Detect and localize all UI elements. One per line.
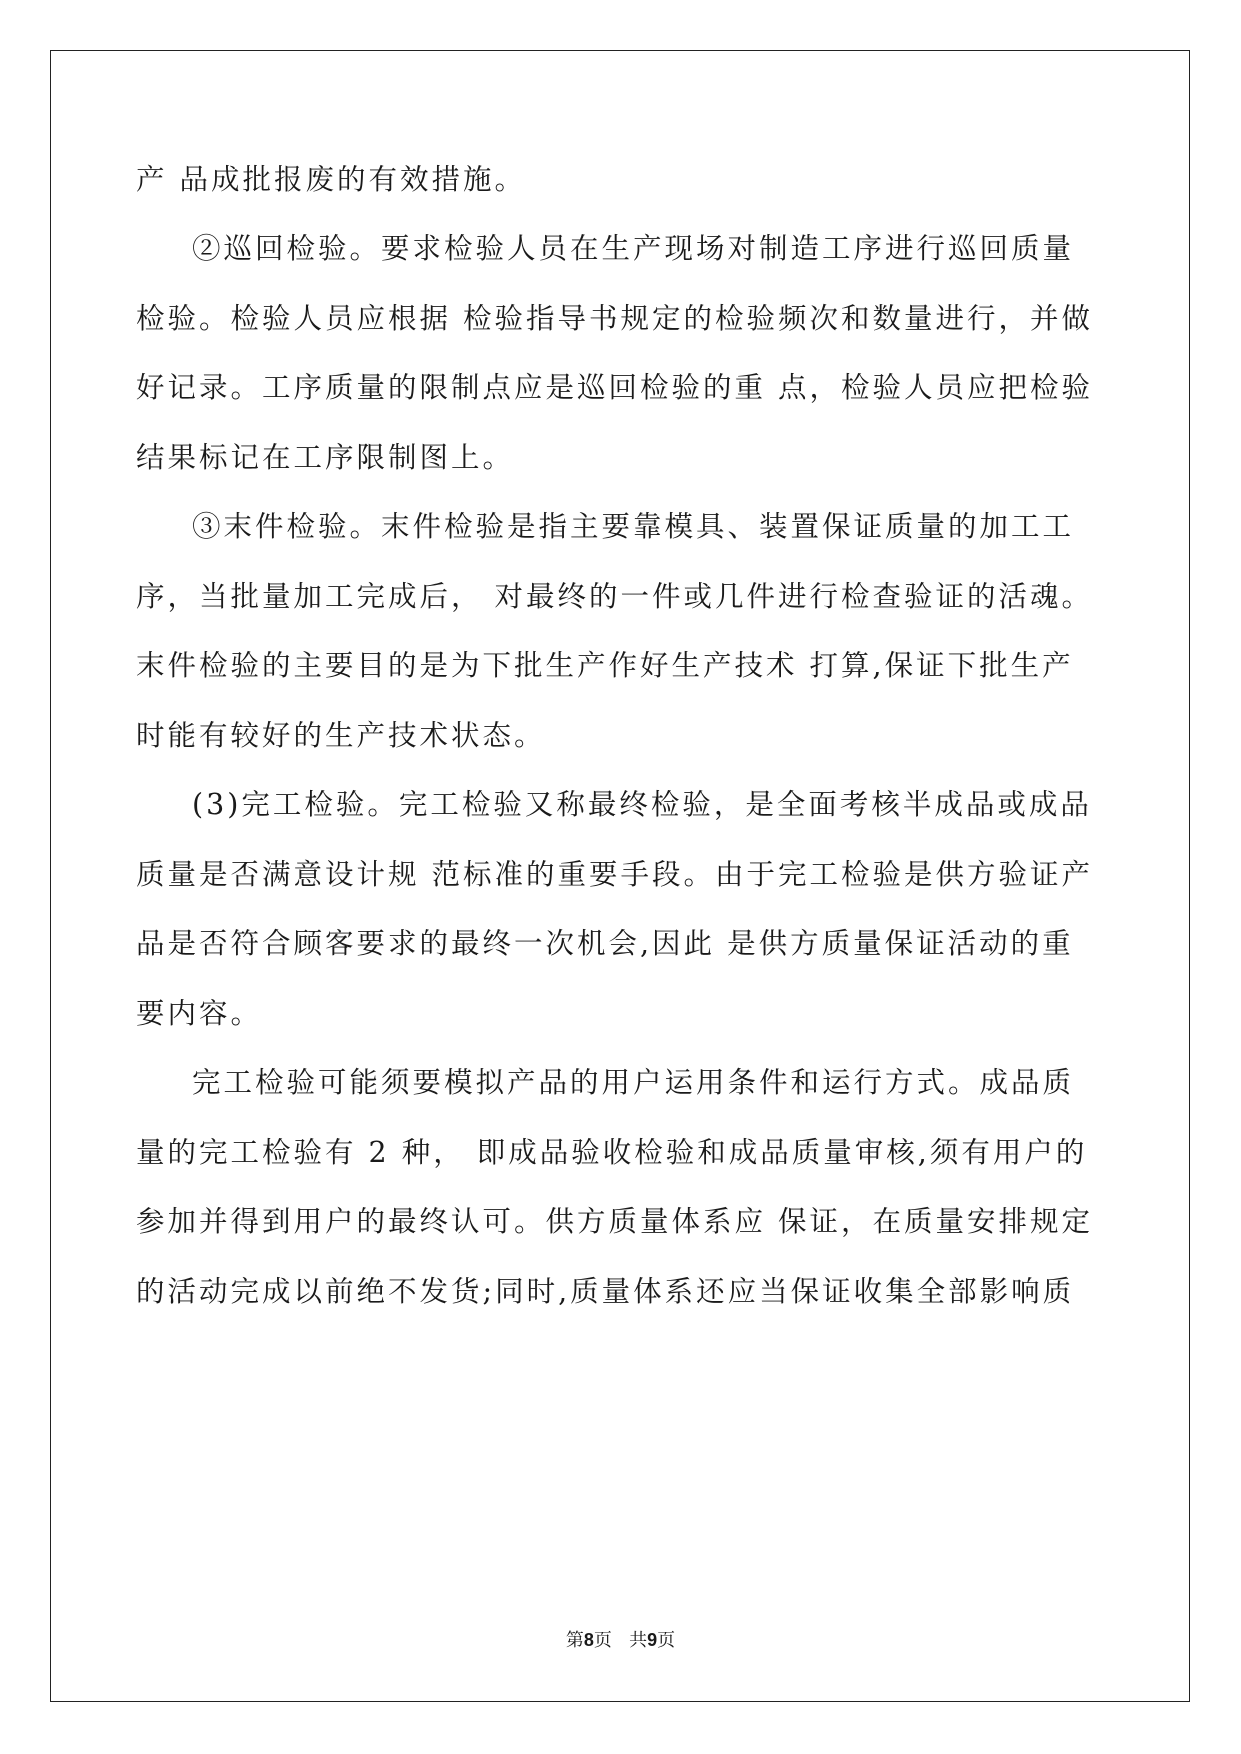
text-line: 时能有较好的生产技术状态。 bbox=[136, 719, 546, 752]
text-line: 参加并得到用户的最终认可。供方质量体系应 保证，在质量安排规定 bbox=[136, 1205, 1094, 1238]
text-line: 质量是否满意设计规 范标准的重要手段。由于完工检验是供方验证产 bbox=[136, 858, 1094, 891]
text-line: 结果标记在工序限制图上。 bbox=[136, 441, 515, 474]
page-number bbox=[0, 1626, 1241, 1652]
page-mid: 页 共 bbox=[593, 1630, 648, 1651]
text-line: 产 品成批报废的有效措施。 bbox=[136, 163, 527, 196]
text-line: 好记录。工序质量的限制点应是巡回检验的重 点，检验人员应把检验 bbox=[136, 371, 1094, 404]
page-total: 9 bbox=[647, 1630, 658, 1650]
text-line: 检验。检验人员应根据 检验指导书规定的检验频次和数量进行，并做 bbox=[136, 302, 1094, 335]
text-line: 的活动完成以前绝不发货;同时,质量体系还应当保证收集全部影响质 bbox=[136, 1275, 1075, 1308]
text-line: 末件检验的主要目的是为下批生产作好生产技术 打算,保证下批生产 bbox=[136, 649, 1074, 682]
page-prefix: 第 bbox=[565, 1630, 584, 1651]
text-line: (3)完工检验。完工检验又称最终检验，是全面考核半成品或成品 bbox=[192, 788, 1092, 821]
text-line: 序，当批量加工完成后， 对最终的一件或几件进行检查验证的活魂。 bbox=[136, 580, 1094, 613]
text-line: 要内容。 bbox=[136, 997, 263, 1030]
page-suffix: 页 bbox=[657, 1630, 676, 1651]
text-line: 完工检验可能须要模拟产品的用户运用条件和运行方式。成品质 bbox=[192, 1066, 1075, 1099]
text-line: 量的完工检验有 2 种， 即成品验收检验和成品质量审核,须有用户的 bbox=[136, 1136, 1088, 1169]
text-line: ②巡回检验。要求检验人员在生产现场对制造工序进行巡回质量 bbox=[192, 232, 1075, 265]
page-current: 8 bbox=[583, 1630, 594, 1650]
text-line: 品是否符合顾客要求的最终一次机会,因此 是供方质量保证活动的重 bbox=[136, 927, 1074, 960]
text-line: ③末件检验。末件检验是指主要靠模具、装置保证质量的加工工 bbox=[192, 510, 1075, 543]
